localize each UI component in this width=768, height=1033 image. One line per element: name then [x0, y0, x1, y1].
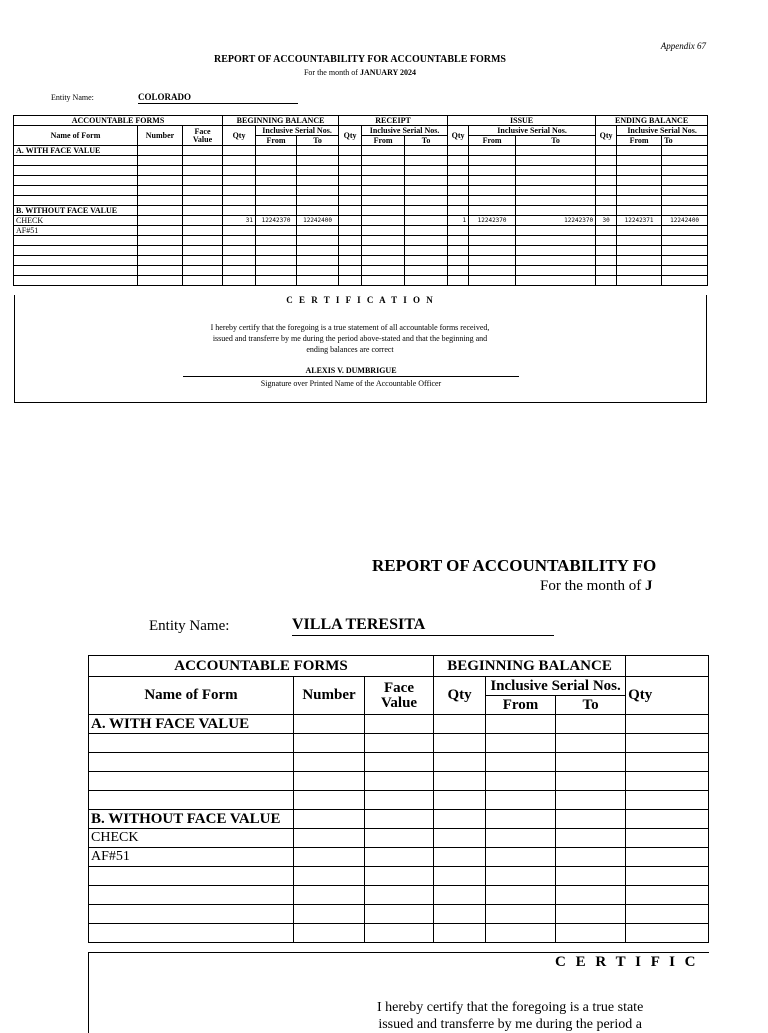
- header-end-qty: Qty: [596, 126, 617, 146]
- header-end-serial: Inclusive Serial Nos.: [617, 126, 708, 136]
- report-period: [540, 578, 653, 595]
- form-name: AF#51: [14, 226, 138, 236]
- table-row: [14, 256, 708, 266]
- header-beg-serial: Inclusive Serial Nos.: [256, 126, 339, 136]
- end-to: 12242400: [662, 216, 708, 226]
- entity-label: Entity Name:: [149, 618, 230, 634]
- header-iss-to: To: [516, 136, 596, 146]
- table-row: [89, 753, 709, 772]
- month-prefix: For the month of: [303, 68, 358, 77]
- table-row: [89, 924, 709, 943]
- beg-to: 12242400: [297, 216, 339, 226]
- header-beg-to: To: [297, 136, 339, 146]
- iss-from: 12242370: [469, 216, 516, 226]
- header-rec-qty: Qty: [339, 126, 362, 146]
- table-row: [89, 772, 709, 791]
- section-without-face-value: B. WITHOUT FACE VALUE: [14, 206, 138, 216]
- header-issue: ISSUE: [448, 116, 596, 126]
- header-beg-from: From: [486, 696, 556, 715]
- header-name-of-form: Name of Form: [89, 677, 294, 715]
- entity-label: Entity Name:: [51, 93, 94, 102]
- table-row: [14, 176, 708, 186]
- appendix-label: Appendix 67: [660, 41, 706, 51]
- signatory-name: ALEXIS V. DUMBRIGUE: [183, 366, 519, 377]
- header-accountable-forms: ACCOUNTABLE FORMS: [89, 656, 434, 677]
- table-row: [89, 734, 709, 753]
- table-row: [89, 905, 709, 924]
- beg-from: 12242370: [256, 216, 297, 226]
- header-end-from: From: [617, 136, 662, 146]
- certification-title: C E R T I F I C: [555, 954, 699, 970]
- form-name: CHECK: [89, 829, 294, 848]
- entity-name: VILLA TERESITA: [292, 616, 554, 636]
- table-row: [14, 276, 708, 286]
- header-beg-qty: Qty: [223, 126, 256, 146]
- header-end-to: To: [662, 136, 708, 146]
- certification-title: C E R T I F I C A T I O N: [286, 295, 435, 305]
- report-month: JANUARY 2024: [359, 68, 417, 77]
- header-rec-serial: Inclusive Serial Nos.: [362, 126, 448, 136]
- signature-caption: Signature over Printed Name of the Accountable Officer: [260, 379, 442, 388]
- accountability-table: [13, 115, 708, 286]
- iss-qty: 1: [448, 216, 469, 226]
- header-iss-serial: Inclusive Serial Nos.: [469, 126, 596, 136]
- table-row: [14, 216, 708, 226]
- end-qty: 30: [596, 216, 617, 226]
- table-row: [14, 246, 708, 256]
- header-ending-balance: ENDING BALANCE: [596, 116, 708, 126]
- table-row: [89, 791, 709, 810]
- header-rec-qty: Qty: [626, 677, 709, 715]
- header-beg-to: To: [556, 696, 626, 715]
- table-row: [14, 226, 708, 236]
- table-row: [14, 186, 708, 196]
- header-rec-from: From: [362, 136, 405, 146]
- report-period: [0, 68, 720, 77]
- table-row: [89, 867, 709, 886]
- header-iss-qty: Qty: [448, 126, 469, 146]
- header-number: Number: [138, 126, 183, 146]
- certification-line: issued and transferre by me during the period a: [378, 1017, 642, 1032]
- end-from: 12242371: [617, 216, 662, 226]
- header-beginning-balance: BEGINNING BALANCE: [434, 656, 626, 677]
- table-row: [89, 829, 709, 848]
- report-title: REPORT OF ACCOUNTABILITY FO: [372, 556, 657, 575]
- header-rec-to: To: [405, 136, 448, 146]
- certification-line: issued and transferre by me during the period above-stated and that the beginning and: [212, 334, 488, 343]
- table-row: [14, 166, 708, 176]
- certification-text: [377, 999, 643, 1033]
- zoomed-report: [0, 540, 699, 1032]
- header-number: Number: [294, 677, 365, 715]
- month-prefix: For the month of: [540, 578, 642, 594]
- report-title: REPORT OF ACCOUNTABILITY FOR ACCOUNTABLE FORMS: [214, 54, 506, 65]
- certification-line: I hereby certify that the foregoing is a true statement of all accountable forms received,: [210, 323, 490, 332]
- table-row: [14, 266, 708, 276]
- accountability-table: [88, 655, 709, 943]
- iss-to: 12242370: [516, 216, 596, 226]
- certification-line: I hereby certify that the foregoing is a true state: [377, 1000, 644, 1015]
- header-face-value: Face Value: [183, 126, 223, 146]
- form-name: AF#51: [89, 848, 294, 867]
- table-row: [14, 236, 708, 246]
- entity-name: COLORADO: [138, 92, 298, 104]
- header-receipt: RECEIPT: [339, 116, 448, 126]
- form-name: CHECK: [14, 216, 138, 226]
- header-beginning-balance: BEGINNING BALANCE: [223, 116, 339, 126]
- header-face-value: Face Value: [365, 677, 434, 715]
- certification-text: [165, 322, 535, 355]
- certification-box: [14, 295, 707, 403]
- header-iss-from: From: [469, 136, 516, 146]
- certification-box: [88, 952, 709, 1033]
- header-beg-serial: Inclusive Serial Nos.: [486, 677, 626, 696]
- section-with-face-value: A. WITH FACE VALUE: [14, 146, 138, 156]
- table-row: [89, 886, 709, 905]
- beg-qty: 31: [223, 216, 256, 226]
- table-row: [14, 196, 708, 206]
- header-beg-from: From: [256, 136, 297, 146]
- header-name-of-form: Name of Form: [14, 126, 138, 146]
- table-row: [89, 848, 709, 867]
- report-month: J: [645, 578, 653, 594]
- table-row: [14, 156, 708, 166]
- section-with-face-value: A. WITH FACE VALUE: [89, 715, 294, 734]
- section-without-face-value: B. WITHOUT FACE VALUE: [89, 810, 294, 829]
- certification-line: ending balances are correct: [306, 345, 394, 354]
- header-accountable-forms: ACCOUNTABLE FORMS: [14, 116, 223, 126]
- header-beg-qty: Qty: [434, 677, 486, 715]
